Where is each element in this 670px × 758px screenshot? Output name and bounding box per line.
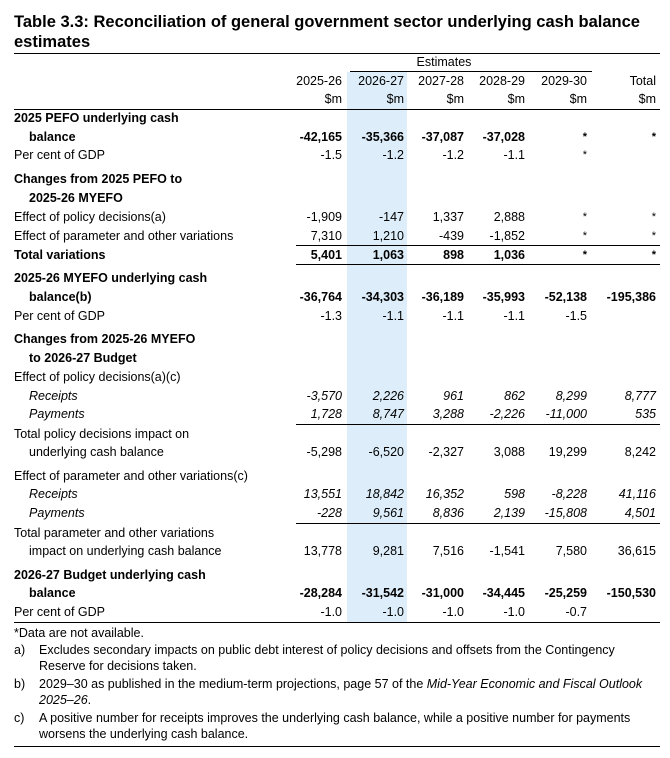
row-label: Effect of policy decisions(a) xyxy=(14,210,166,224)
cell: -228 xyxy=(316,506,342,520)
row-label: balance xyxy=(29,130,76,144)
cell: 1,337 xyxy=(432,210,464,224)
subtotal-rule xyxy=(296,264,660,265)
cell: * xyxy=(651,230,656,242)
cell: -1.2 xyxy=(382,148,404,162)
cell: 7,516 xyxy=(432,544,464,558)
cell: -1.0 xyxy=(442,605,464,619)
section-heading xyxy=(0,566,670,585)
row-label: Receipts xyxy=(29,389,78,403)
cell: -6,520 xyxy=(368,445,404,459)
section-heading xyxy=(0,170,670,189)
cell: * xyxy=(582,249,587,261)
cell: -0.7 xyxy=(565,605,587,619)
table-row xyxy=(0,485,670,504)
col-unit: $m xyxy=(569,92,587,106)
cell: -8,228 xyxy=(551,487,587,501)
cell: 36,615 xyxy=(617,544,656,558)
row-label: balance xyxy=(29,586,76,600)
col-unit: $m xyxy=(446,92,464,106)
cell: * xyxy=(582,131,587,143)
cell: -1.0 xyxy=(320,605,342,619)
cell: -1,541 xyxy=(489,544,525,558)
row-label: Per cent of GDP xyxy=(14,148,106,162)
row-label: Effect of parameter and other variations xyxy=(14,229,234,243)
col-year: 2028-29 xyxy=(479,74,525,88)
cell: -147 xyxy=(378,210,404,224)
cell: 2,139 xyxy=(493,506,525,520)
table-title: Table 3.3: Reconciliation of general government sector underlying cash balance estimates xyxy=(14,13,640,51)
cell: 2,888 xyxy=(493,210,525,224)
cell: -1.1 xyxy=(503,309,525,323)
cell: 961 xyxy=(443,389,464,403)
cell: 3,088 xyxy=(493,445,525,459)
row-label: Changes from 2025-26 MYEFO xyxy=(14,332,196,346)
cell: -35,366 xyxy=(361,130,404,144)
cell: 8,747 xyxy=(372,407,404,421)
section-heading xyxy=(0,349,670,368)
cell: 1,210 xyxy=(372,229,404,243)
table-row xyxy=(0,443,670,462)
cell: -1.0 xyxy=(503,605,525,619)
cell: -439 xyxy=(438,229,464,243)
row-label: 2025-26 MYEFO xyxy=(29,191,123,205)
cell: 898 xyxy=(443,248,464,262)
cell: -15,808 xyxy=(544,506,587,520)
cell: 8,836 xyxy=(432,506,464,520)
table-row xyxy=(0,288,670,307)
cell: -1.2 xyxy=(442,148,464,162)
cell: -5,298 xyxy=(306,445,342,459)
cell: -28,284 xyxy=(299,586,342,600)
cell: 3,288 xyxy=(432,407,464,421)
cell: 8,242 xyxy=(624,445,656,459)
row-label: Total parameter and other variations xyxy=(14,526,215,540)
table-row xyxy=(0,603,670,622)
table-row xyxy=(0,146,670,165)
table-bottom-rule xyxy=(14,622,660,623)
row-label: impact on underlying cash balance xyxy=(29,544,222,558)
cell: -34,303 xyxy=(361,290,404,304)
estimates-header: Estimates xyxy=(416,55,472,69)
row-label: balance(b) xyxy=(29,290,92,304)
publication-title: Mid-Year Economic and Fiscal Outlook 2025–26 xyxy=(39,677,643,707)
cell: 41,116 xyxy=(618,487,656,501)
cell: * xyxy=(582,230,587,242)
table-row xyxy=(0,584,670,603)
cell: 7,310 xyxy=(310,229,342,243)
cell: -37,028 xyxy=(482,130,525,144)
cell: -1.1 xyxy=(442,309,464,323)
cell: 18,842 xyxy=(365,487,404,501)
row-label: underlying cash balance xyxy=(29,445,164,459)
cell: -150,530 xyxy=(606,586,656,600)
cell: 9,281 xyxy=(372,544,404,558)
col-total: Total xyxy=(629,74,656,88)
table-row xyxy=(0,307,670,326)
cell: -31,542 xyxy=(361,586,404,600)
cell: -42,165 xyxy=(299,130,342,144)
footnote-text xyxy=(39,676,659,708)
row-label: Receipts xyxy=(29,487,78,501)
cell: -1,909 xyxy=(306,210,342,224)
cell: 862 xyxy=(504,389,525,403)
cell: 5,401 xyxy=(310,248,342,262)
footnote-text: A positive number for receipts improves the underlying cash balance, while a positive number for payments worsens the underlying cash balance. xyxy=(39,711,631,741)
cell: 4,501 xyxy=(624,506,656,520)
cell: -1.0 xyxy=(382,605,404,619)
row-label: 2025 PEFO underlying cash xyxy=(14,111,179,125)
cell: -52,138 xyxy=(544,290,587,304)
cell: -31,000 xyxy=(421,586,464,600)
row-label: Total policy decisions impact on xyxy=(14,427,190,441)
cell: -195,386 xyxy=(606,290,656,304)
cell: * xyxy=(582,149,587,161)
cell: -1.1 xyxy=(503,148,525,162)
cell: -1.5 xyxy=(565,309,587,323)
footnote-text: Excludes secondary impacts on public debt interest of policy decisions and offsets from the Contingency Reserve for decisions taken. xyxy=(39,643,615,673)
notes-bottom-rule xyxy=(14,746,660,747)
table-row xyxy=(0,504,670,523)
row-label: Effect of parameter and other variations(c) xyxy=(14,469,248,483)
table-row xyxy=(0,387,670,406)
section-heading xyxy=(0,109,670,128)
row-label: Payments xyxy=(29,407,85,421)
cell: 1,063 xyxy=(372,248,404,262)
col-unit: $m xyxy=(386,92,404,106)
section-heading xyxy=(0,269,670,288)
cell: -35,993 xyxy=(482,290,525,304)
row-label: Payments xyxy=(29,506,85,520)
cell: -1.1 xyxy=(382,309,404,323)
cell: * xyxy=(651,131,656,143)
cell: 8,299 xyxy=(555,389,587,403)
cell: -2,226 xyxy=(489,407,525,421)
cell: 9,561 xyxy=(372,506,404,520)
cell: -37,087 xyxy=(421,130,464,144)
cell: * xyxy=(651,249,656,261)
section-heading xyxy=(0,189,670,208)
table-row xyxy=(0,542,670,561)
col-year: 2025-26 xyxy=(296,74,342,88)
cell: 598 xyxy=(504,487,525,501)
table-row xyxy=(0,227,670,246)
footnote-text-part: . xyxy=(87,693,92,707)
col-year: 2026-27 xyxy=(358,74,404,88)
footnote-a xyxy=(14,642,664,676)
subsection-heading xyxy=(0,524,670,543)
cell: -25,259 xyxy=(544,586,587,600)
table-row xyxy=(0,208,670,227)
col-year: 2029-30 xyxy=(541,74,587,88)
row-label: Per cent of GDP xyxy=(14,309,106,323)
row-label: 2026-27 Budget underlying cash xyxy=(14,568,206,582)
cell: 13,551 xyxy=(303,487,342,501)
cell: 2,226 xyxy=(372,389,404,403)
cell: -36,764 xyxy=(299,290,342,304)
cell: * xyxy=(582,211,587,223)
table-row xyxy=(0,128,670,147)
col-unit: $m xyxy=(507,92,525,106)
cell: -34,445 xyxy=(482,586,525,600)
cell: * xyxy=(651,211,656,223)
cell: 8,777 xyxy=(624,389,656,403)
row-label: 2025-26 MYEFO underlying cash xyxy=(14,271,208,285)
footnote-key: b) xyxy=(14,677,26,691)
col-unit: $m xyxy=(324,92,342,106)
cell: 1,036 xyxy=(493,248,525,262)
subsection-heading xyxy=(0,467,670,486)
footnote-text-part: 2029–30 as published in the medium-term projections, page 57 of the xyxy=(39,677,427,691)
row-label: Changes from 2025 PEFO to xyxy=(14,172,183,186)
cell: 535 xyxy=(635,407,656,421)
cell: -1.5 xyxy=(320,148,342,162)
cell: 7,580 xyxy=(555,544,587,558)
footnote-key: a) xyxy=(14,643,26,657)
row-label: Per cent of GDP xyxy=(14,605,106,619)
subsection-heading xyxy=(0,368,670,387)
section-heading xyxy=(0,330,670,349)
row-label: Total variations xyxy=(14,248,106,262)
top-rule xyxy=(14,53,660,54)
cell: 19,299 xyxy=(548,445,587,459)
cell: 13,778 xyxy=(303,544,342,558)
row-label: Effect of policy decisions(a)(c) xyxy=(14,370,181,384)
table-row xyxy=(0,246,670,265)
cell: 16,352 xyxy=(425,487,464,501)
cell: -36,189 xyxy=(421,290,464,304)
subsection-heading xyxy=(0,425,670,444)
cell: -2,327 xyxy=(428,445,464,459)
footnote-key: c) xyxy=(14,711,25,725)
cell: -11,000 xyxy=(545,407,587,421)
estimates-rule xyxy=(350,71,592,72)
footnote-b xyxy=(14,676,664,710)
cell: -1.3 xyxy=(320,309,342,323)
not-available-note: *Data are not available. xyxy=(14,626,144,640)
col-unit: $m xyxy=(638,92,656,106)
cell: -1,852 xyxy=(489,229,525,243)
cell: -3,570 xyxy=(306,389,342,403)
row-label: to 2026-27 Budget xyxy=(29,351,137,365)
table-row xyxy=(0,405,670,424)
cell: 1,728 xyxy=(310,407,342,421)
col-year: 2027-28 xyxy=(418,74,464,88)
footnote-c xyxy=(14,710,664,744)
